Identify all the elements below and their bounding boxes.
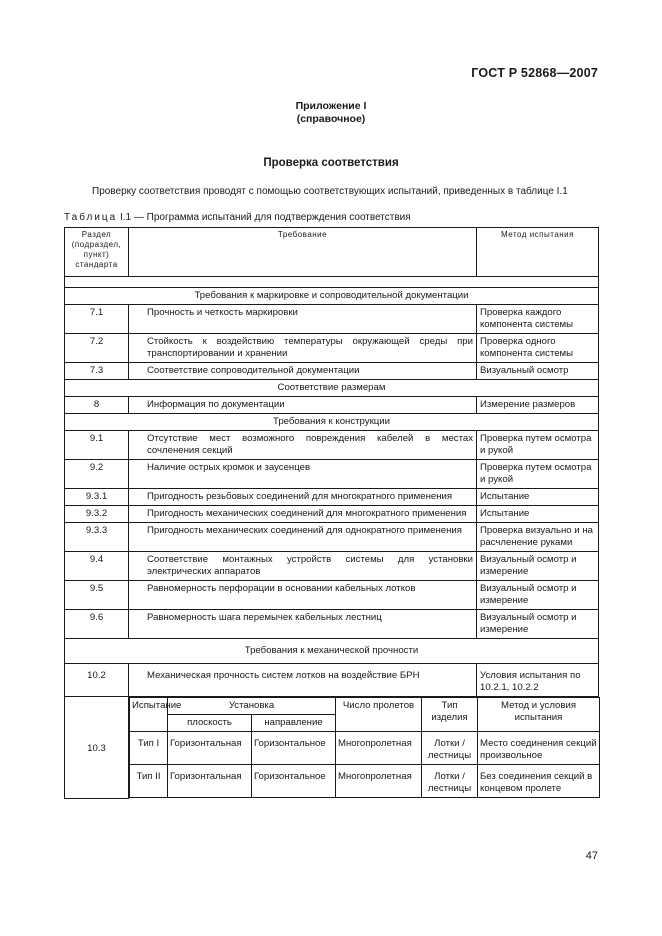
group-row (65, 414, 599, 431)
sub-header-method: Метод и условия испытания (478, 698, 600, 732)
sub-header-type: Тип изделия (422, 698, 478, 732)
row-requirement: Равномерность перфорации в основании кабельных лотков (129, 581, 477, 610)
group-row (65, 380, 599, 397)
table-row (65, 334, 599, 363)
table-row (65, 489, 599, 506)
row-requirement: Пригодность механических соединений для однократного применения (129, 523, 477, 552)
table-caption-text: I.1 — Программа испытаний для подтверждения соответствия (117, 212, 411, 223)
row-method: Измерение размеров (477, 397, 599, 414)
row-method: Проверка визуально и на расчленение руками (477, 523, 599, 552)
group-marking: Требования к маркировке и сопроводительной документации (65, 288, 599, 305)
table-header-row (65, 228, 599, 277)
row-requirement: Стойкость к воздействию температуры окружающей среды при транспортировании и хранении (129, 334, 477, 363)
appendix-title: Приложение I (295, 100, 367, 112)
row-requirement: Информация по документации (129, 397, 477, 414)
sub-test: Тип II (130, 765, 168, 798)
sub-method: Без соединения секций в концевом пролете (478, 765, 600, 798)
sub-table (129, 697, 600, 798)
sub-header-spans: Число пролетов (336, 698, 422, 732)
sub-type: Лотки / лестницы (422, 765, 478, 798)
row-section: 8 (65, 397, 129, 414)
table-caption-word: Таблица (64, 212, 118, 223)
table-row (65, 523, 599, 552)
row-section-cell (65, 697, 129, 799)
row-section: 9.3.3 (65, 523, 129, 552)
row-section: 7.1 (65, 305, 129, 334)
row-requirement: Соответствие монтажных устройств системы для установки электрических аппаратов (129, 552, 477, 581)
row-method: Условия испытания по 10.2.1, 10.2.2 (477, 664, 599, 697)
row-method: Визуальный осмотр (477, 363, 599, 380)
group-row (65, 288, 599, 305)
sub-header-plane: плоскость (168, 715, 252, 732)
sub-spans: Многопролетная (336, 765, 422, 798)
row-section: 10.2 (65, 664, 129, 697)
appendix-subtitle: (справочное) (296, 113, 366, 125)
row-requirement: Равномерность шага перемычек кабельных лестниц (129, 610, 477, 639)
test-program-table (64, 227, 599, 799)
row-section: 9.5 (65, 581, 129, 610)
group-dimensions: Соответствие размерам (65, 380, 599, 397)
sub-header-direction: направление (252, 715, 336, 732)
section-intro: Проверку соответствия проводят с помощью соответствующих испытаний, приведенных в таблице I.1 (92, 186, 568, 197)
sub-row (130, 732, 600, 765)
row-method: Визуальный осмотр и измерение (477, 552, 599, 581)
appendix-heading (0, 100, 662, 126)
spacer-row (65, 277, 599, 288)
standard-number: ГОСТ Р 52868—2007 (471, 66, 598, 80)
row-section: 10.3 (87, 743, 106, 754)
table-row (65, 305, 599, 334)
row-section: 9.3.1 (65, 489, 129, 506)
row-section: 7.2 (65, 334, 129, 363)
row-method: Визуальный осмотр и измерение (477, 610, 599, 639)
sub-method: Место соединения секций произвольное (478, 732, 600, 765)
table-row (65, 460, 599, 489)
row-section: 9.1 (65, 431, 129, 460)
row-method: Проверка путем осмотра и рукой (477, 431, 599, 460)
group-mechanical: Требования к механической прочности (65, 639, 599, 664)
row-requirement: Механическая прочность систем лотков на воздействие БРН (129, 664, 477, 697)
row-section: 9.6 (65, 610, 129, 639)
table-row (65, 363, 599, 380)
group-row (65, 639, 599, 664)
row-requirement: Прочность и четкость маркировки (129, 305, 477, 334)
row-method: Испытание (477, 489, 599, 506)
row-requirement: Соответствие сопроводительной документации (129, 363, 477, 380)
row-method: Испытание (477, 506, 599, 523)
row-method: Проверка путем осмотра и рукой (477, 460, 599, 489)
sub-type: Лотки / лестницы (422, 732, 478, 765)
page-number: 47 (585, 850, 598, 862)
row-requirement: Отсутствие мест возможного повреждения кабелей в местах сочленения секций (129, 431, 477, 460)
row-method: Проверка одного компонента системы (477, 334, 599, 363)
table-row (65, 581, 599, 610)
table-row-10-3 (65, 697, 599, 799)
sub-header-row (130, 698, 600, 715)
header-requirement: Требование (129, 228, 477, 277)
sub-table-cell (129, 697, 599, 799)
sub-plane: Горизонтальная (168, 732, 252, 765)
header-section: Раздел (подраздел, пункт) стандарта (65, 228, 129, 277)
row-requirement: Наличие острых кромок и заусенцев (129, 460, 477, 489)
table-row (65, 552, 599, 581)
sub-direction: Горизонтальное (252, 732, 336, 765)
sub-spans: Многопролетная (336, 732, 422, 765)
sub-row (130, 765, 600, 798)
sub-test: Тип I (130, 732, 168, 765)
sub-direction: Горизонтальное (252, 765, 336, 798)
table-row (65, 664, 599, 697)
table-row (65, 397, 599, 414)
row-section: 7.3 (65, 363, 129, 380)
sub-header-test: Испытание (130, 698, 168, 732)
row-method: Проверка каждого компонента системы (477, 305, 599, 334)
sub-plane: Горизонтальная (168, 765, 252, 798)
row-section: 9.3.2 (65, 506, 129, 523)
row-requirement: Пригодность механических соединений для многократного применения (129, 506, 477, 523)
sub-header-install: Установка (168, 698, 336, 715)
group-construction: Требования к конструкции (65, 414, 599, 431)
section-title: Проверка соответствия (263, 157, 399, 169)
row-section: 9.2 (65, 460, 129, 489)
row-requirement: Пригодность резьбовых соединений для многократного применения (129, 489, 477, 506)
row-method: Визуальный осмотр и измерение (477, 581, 599, 610)
table-row (65, 431, 599, 460)
table-row (65, 506, 599, 523)
row-section: 9.4 (65, 552, 129, 581)
header-method: Метод испытания (477, 228, 599, 277)
table-row (65, 610, 599, 639)
table-caption (64, 212, 411, 223)
